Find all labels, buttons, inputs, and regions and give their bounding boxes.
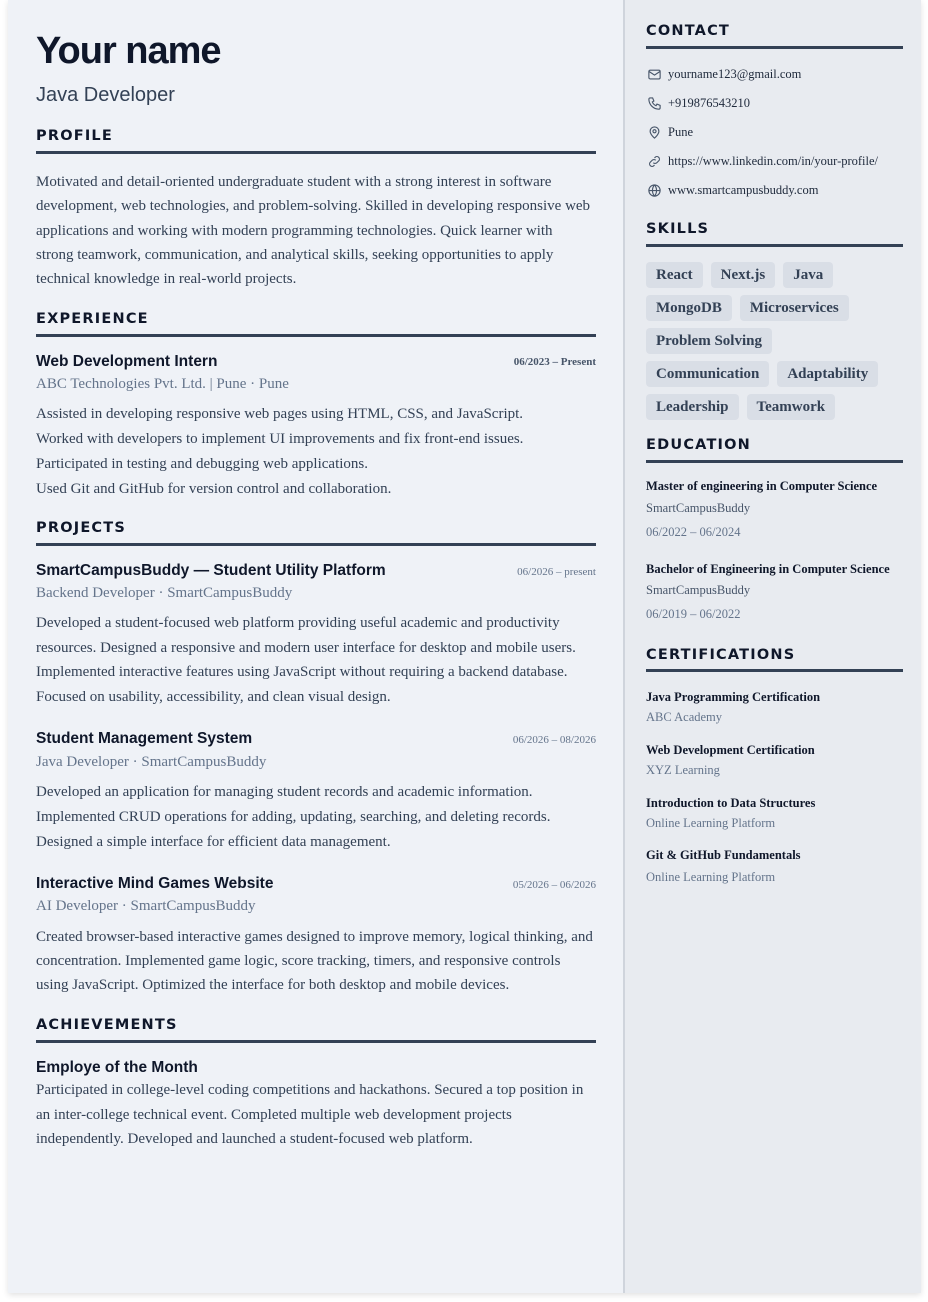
skill-chip: React (646, 262, 703, 288)
achievement-line: an inter-college technical event. Completed multiple web development projects (36, 1106, 512, 1123)
education-school: SmartCampusBuddy (646, 501, 751, 515)
projects-divider (36, 543, 596, 546)
skills-list (646, 262, 906, 427)
education-date: 06/2022 – 06/2024 (646, 525, 741, 539)
skill-chip: Microservices (740, 295, 849, 321)
experience-line: Worked with developers to implement UI improvements and fix front-end issues. (36, 431, 524, 447)
achievement-line: independently. Developed and launched a student-focused web platform. (36, 1131, 473, 1147)
education-date: 06/2019 – 06/2022 (646, 607, 741, 621)
experience-line: Used Git and GitHub for version control and collaboration. (36, 481, 392, 497)
location-pin-icon (646, 124, 662, 140)
experience-date: 06/2023 – Present (513, 356, 596, 368)
education-degree: Bachelor of Engineering in Computer Science (646, 562, 890, 576)
education-divider (646, 460, 903, 463)
contact-email-text: yourname123@gmail.com (668, 66, 802, 81)
project-date: 06/2026 – present (517, 566, 596, 578)
experience-line: Participated in testing and debugging web applications. (36, 456, 369, 472)
experience-heading: EXPERIENCE (36, 311, 149, 327)
sidebar (623, 0, 921, 1293)
achievements-divider (36, 1040, 596, 1043)
contact-location (646, 122, 693, 142)
phone-icon (646, 95, 662, 111)
skill-chip: Problem Solving (646, 328, 772, 354)
project-role: Java Developer · SmartCampusBuddy (36, 754, 267, 770)
project-line: Implemented interactive features using JavaScript without requiring a backend database. (36, 664, 568, 680)
project-line: Designed a simple interface for efficient data management. (36, 834, 391, 850)
contact-linkedin[interactable] (646, 151, 878, 171)
project-line: Developed a student-focused web platform providing useful academic and productivity (36, 615, 560, 631)
project-date: 06/2026 – 08/2026 (512, 734, 596, 746)
skill-chip: Next.js (711, 262, 776, 288)
skills-heading: SKILLS (646, 221, 710, 237)
skills-divider (646, 244, 903, 247)
certification-name: Git & GitHub Fundamentals (646, 848, 801, 862)
skill-chip: MongoDB (646, 295, 732, 321)
certifications-divider (646, 669, 903, 672)
resume-page (8, 0, 921, 1293)
achievement-title: Employe of the Month (36, 1059, 198, 1076)
education-heading: EDUCATION (646, 437, 752, 453)
skill-chip: Adaptability (777, 361, 878, 387)
candidate-name: Your name (36, 30, 221, 72)
contact-linkedin-text: https://www.linkedin.com/in/your-profile/ (668, 153, 879, 168)
skill-chip: Teamwork (747, 394, 836, 420)
contact-website[interactable] (646, 180, 818, 200)
link-icon (646, 153, 662, 169)
profile-line: strong teamwork, communication, and analytical skills, seeking opportunities to apply (36, 246, 554, 263)
profile-divider (36, 151, 596, 154)
achievement-description (36, 1078, 601, 1152)
profile-line: applications and working with modern programming technologies. Quick learner with (36, 222, 553, 239)
project-line: resources. Designed a responsive and modern user interface for desktop and mobile users. (36, 639, 576, 656)
skill-chip: Java (783, 262, 833, 288)
certification-name: Java Programming Certification (646, 690, 821, 704)
contact-email[interactable] (646, 64, 801, 84)
project-line: Created browser-based interactive games designed to improve memory, logical thinking, and (36, 929, 593, 945)
experience-title: Web Development Intern (36, 353, 218, 370)
certification-name: Web Development Certification (646, 743, 815, 757)
certification-name: Introduction to Data Structures (646, 796, 816, 810)
profile-summary (36, 170, 601, 291)
skill-chip: Leadership (646, 394, 739, 420)
contact-divider (646, 46, 903, 49)
experience-description (36, 402, 601, 502)
candidate-role: Java Developer (36, 84, 175, 106)
project-description (36, 611, 601, 709)
certifications-heading: CERTIFICATIONS (646, 647, 796, 663)
project-role: Backend Developer · SmartCampusBuddy (36, 585, 293, 601)
project-line: Developed an application for managing student records and academic information. (36, 784, 533, 800)
profile-line: development, web technologies, and problem-solving. Skilled in developing responsive web (36, 198, 591, 215)
contact-phone-text: +919876543210 (668, 95, 751, 110)
project-description (36, 925, 601, 997)
achievements-heading: ACHIEVEMENTS (36, 1017, 178, 1033)
project-line: Implemented CRUD operations for adding, updating, searching, and deleting records. (36, 809, 551, 825)
contact-heading: CONTACT (646, 23, 731, 39)
project-description (36, 780, 601, 855)
experience-line: Assisted in developing responsive web pages using HTML, CSS, and JavaScript. (36, 406, 524, 422)
certification-issuer: XYZ Learning (646, 763, 720, 777)
achievement-line: Participated in college-level coding competitions and hackathons. Secured a top position in (36, 1082, 584, 1098)
projects-heading: PROJECTS (36, 520, 126, 536)
project-line: concentration. Implemented game logic, score tracking, timers, and responsive controls (36, 953, 561, 969)
certification-issuer: Online Learning Platform (646, 816, 776, 830)
globe-icon (646, 182, 662, 198)
profile-line: technical knowledge in real-world projects. (36, 271, 297, 288)
education-school: SmartCampusBuddy (646, 583, 751, 597)
project-date: 05/2026 – 06/2026 (512, 879, 596, 891)
contact-website-text: www.smartcampusbuddy.com (668, 182, 819, 197)
project-line: Focused on usability, accessibility, and clean visual design. (36, 688, 391, 705)
experience-company: ABC Technologies Pvt. Ltd. | Pune · Pune (36, 376, 289, 392)
project-title: Student Management System (36, 730, 253, 747)
certification-issuer: ABC Academy (646, 710, 723, 724)
certification-issuer: Online Learning Platform (646, 870, 776, 884)
contact-location-text: Pune (668, 124, 693, 139)
profile-heading: PROFILE (36, 128, 113, 144)
project-title: SmartCampusBuddy — Student Utility Platform (36, 562, 386, 579)
project-line: using JavaScript. Optimized the interface for both desktop and mobile devices. (36, 977, 510, 993)
profile-line: Motivated and detail-oriented undergraduate student with a strong interest in software (36, 174, 552, 190)
education-degree: Master of engineering in Computer Science (646, 479, 878, 493)
skill-chip: Communication (646, 361, 769, 387)
contact-phone[interactable] (646, 93, 750, 113)
project-title: Interactive Mind Games Website (36, 875, 274, 892)
experience-divider (36, 334, 596, 337)
mail-icon (646, 66, 662, 82)
project-role: AI Developer · SmartCampusBuddy (36, 898, 256, 914)
